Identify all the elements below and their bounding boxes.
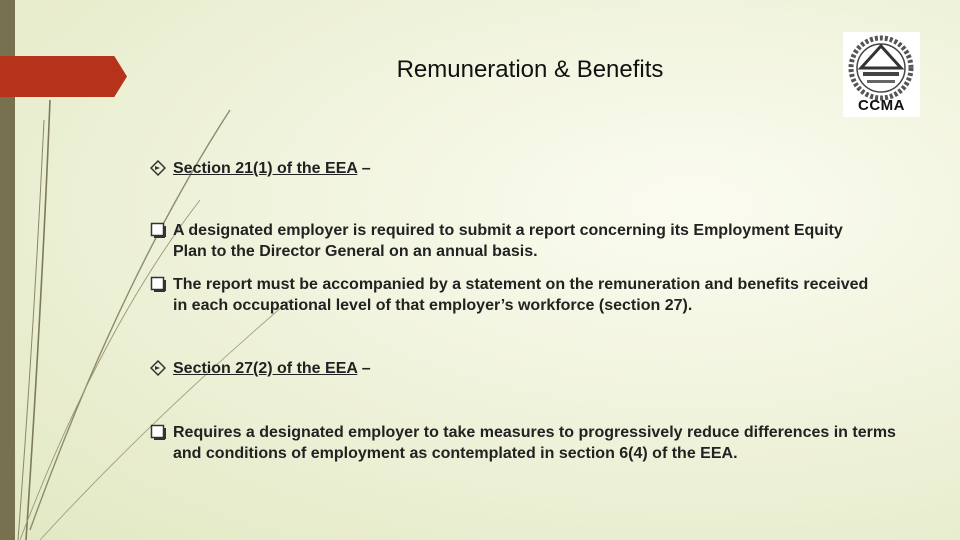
list-item: [150, 220, 880, 262]
bullet-text: A designated employer is required to submit a report concerning its Employment Equity Plan to the Director General on an annual basis.: [173, 222, 843, 260]
ccma-emblem-icon: [843, 32, 920, 102]
dash: –: [357, 160, 371, 177]
logo-text: CCMA: [858, 97, 905, 114]
ccma-logo: [843, 32, 920, 117]
diamond-arrow-bullet-icon: [150, 360, 166, 376]
checkbox-bullet-icon: [150, 222, 166, 238]
section-27-link[interactable]: Section 27(2) of the EEA: [173, 360, 358, 377]
list-item: [150, 422, 920, 464]
checkbox-bullet-icon: [150, 424, 166, 440]
dash: –: [357, 360, 371, 377]
checkbox-bullet-icon: [150, 276, 166, 292]
list-item: [150, 274, 880, 316]
section-27-heading: [150, 358, 450, 379]
diamond-arrow-bullet-icon: [150, 160, 166, 176]
slide-title: Remuneration & Benefits: [396, 56, 664, 83]
bullet-text: Requires a designated employer to take measures to progressively reduce differences in terms and conditions of employment as contemplated in section 6(4) of the EEA.: [173, 424, 896, 462]
section-21-link[interactable]: Section 21(1) of the EEA: [173, 160, 358, 177]
section-21-heading: [150, 158, 450, 179]
bullet-text: The report must be accompanied by a statement on the remuneration and benefits received in each occupational level of that employer’s workforce (section 27).: [173, 276, 869, 314]
